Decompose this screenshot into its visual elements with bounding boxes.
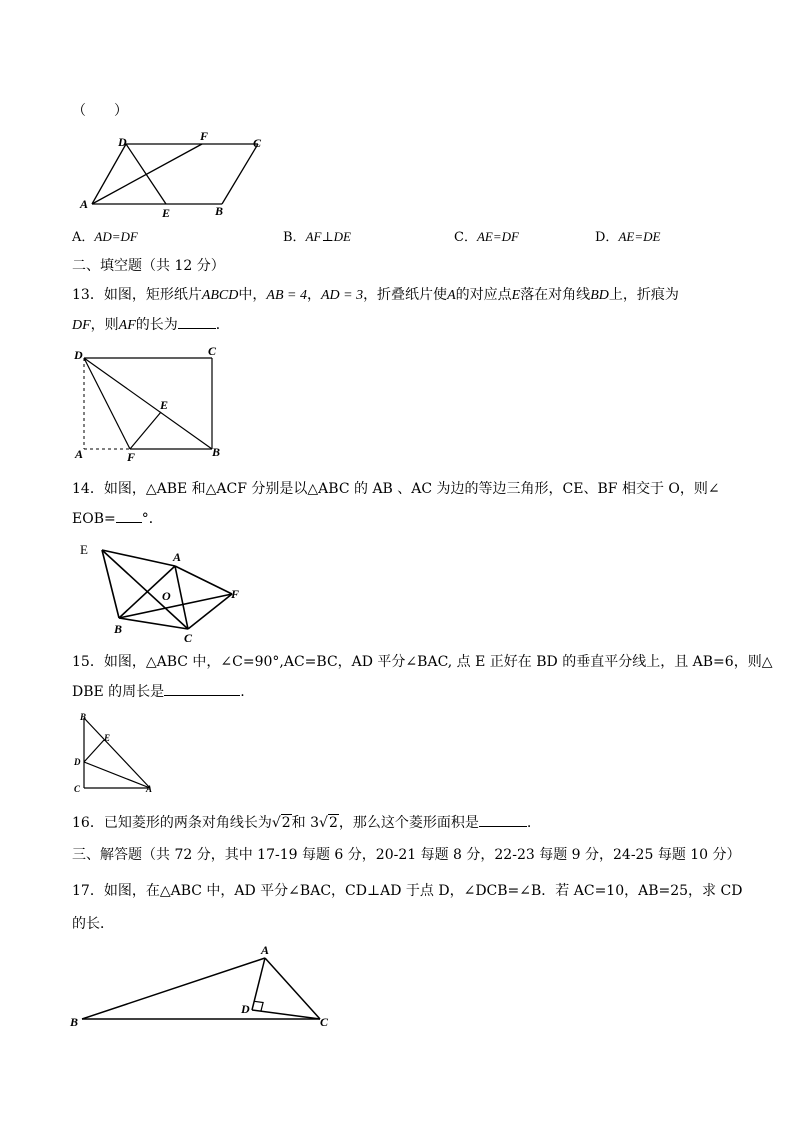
q14-line2: EOB= °． [72, 508, 163, 529]
q12-label-b: B [215, 204, 224, 218]
q12-label-a: A [80, 197, 89, 211]
q16-line: 16．已知菱形的两条对角线长为√2和 3√2，那么这个菱形面积是 . [72, 812, 531, 833]
q12-option-a[interactable]: A．AD=DF [72, 229, 138, 245]
q15-label-a: A [146, 784, 153, 794]
q17-label-b: B [70, 1015, 79, 1029]
q13-label-b: B [212, 445, 221, 459]
q17-label-c: C [320, 1015, 329, 1029]
q12-label-f: F [200, 129, 209, 143]
q12-option-b[interactable]: B．AF⊥DE [283, 229, 351, 245]
q12-label-e: E [162, 206, 171, 220]
section3-title: 三、解答题（共 72 分，其中 17-19 每题 6 分，20-21 每题 8 分，22-23 每题 9 分，24-25 每题 10 分） [72, 847, 741, 863]
q13-label-f: F [127, 450, 136, 464]
q17-figure [64, 940, 350, 1034]
q14-label-b: B [114, 622, 123, 636]
q12-figure [72, 128, 272, 224]
q14-line1: 14．如图，△ABE 和△ACF 分别是以△ABC 的 AB 、AC 为边的等边三角形，CE、BF 相交于 O，则∠ [72, 481, 720, 497]
q13-answer-blank[interactable] [178, 314, 216, 329]
section2-title: 二、填空题（共 12 分） [72, 258, 225, 274]
q17-line2: 的长． [72, 916, 114, 932]
q12-option-c[interactable]: C．AE=DF [454, 229, 519, 245]
q14-figure [72, 538, 262, 642]
q16-answer-blank[interactable] [479, 812, 527, 827]
q17-label-a: A [261, 943, 270, 957]
q13-label-c: C [208, 344, 217, 358]
q15-label-d: D [74, 757, 81, 767]
q15-label-e: E [104, 733, 111, 743]
q15-label-c: C [74, 784, 81, 794]
q17-line1: 17．如图，在△ABC 中，AD 平分∠BAC，CD⊥AD 于点 D，∠DCB=∠B．若 AC=10，AB=25，求 CD [72, 883, 743, 899]
q15-line2: DBE 的周长是 . [72, 681, 245, 702]
q13-label-d: D [74, 348, 83, 362]
q17-label-d: D [241, 1002, 250, 1016]
q13-figure [72, 344, 232, 464]
q14-answer-blank[interactable] [116, 508, 142, 523]
q13-label-e: E [160, 398, 169, 412]
q13-line1: 13．如图，矩形纸片ABCD中，AB = 4，AD = 3，折叠纸片使A的对应点E落在对角线BD上，折痕为 [72, 287, 679, 303]
q15-answer-blank[interactable] [164, 681, 240, 696]
q12-label-d: D [118, 135, 127, 149]
q15-figure [72, 710, 162, 796]
q13-label-a: A [75, 447, 84, 461]
q15-line1: 15．如图，△ABC 中，∠C=90°,AC=BC，AD 平分∠BAC, 点 E 正好在 BD 的垂直平分线上，且 AB=6，则△ [72, 654, 773, 670]
q14-label-f: F [231, 587, 240, 601]
q14-label-e: E [80, 542, 88, 557]
q14-label-a: A [173, 550, 182, 564]
q14-label-c: C [184, 631, 193, 642]
q13-line2: DF，则AF的长为 ． [72, 314, 230, 336]
q12-paren: （ ） [72, 103, 128, 119]
q15-label-b: B [80, 712, 87, 722]
sqrt-symbol: √2 [319, 815, 338, 831]
sqrt-symbol: √2 [271, 815, 291, 831]
q12-label-c: C [253, 136, 262, 150]
q12-option-d[interactable]: D．AE=DE [595, 229, 661, 245]
q14-label-o: O [162, 589, 171, 603]
